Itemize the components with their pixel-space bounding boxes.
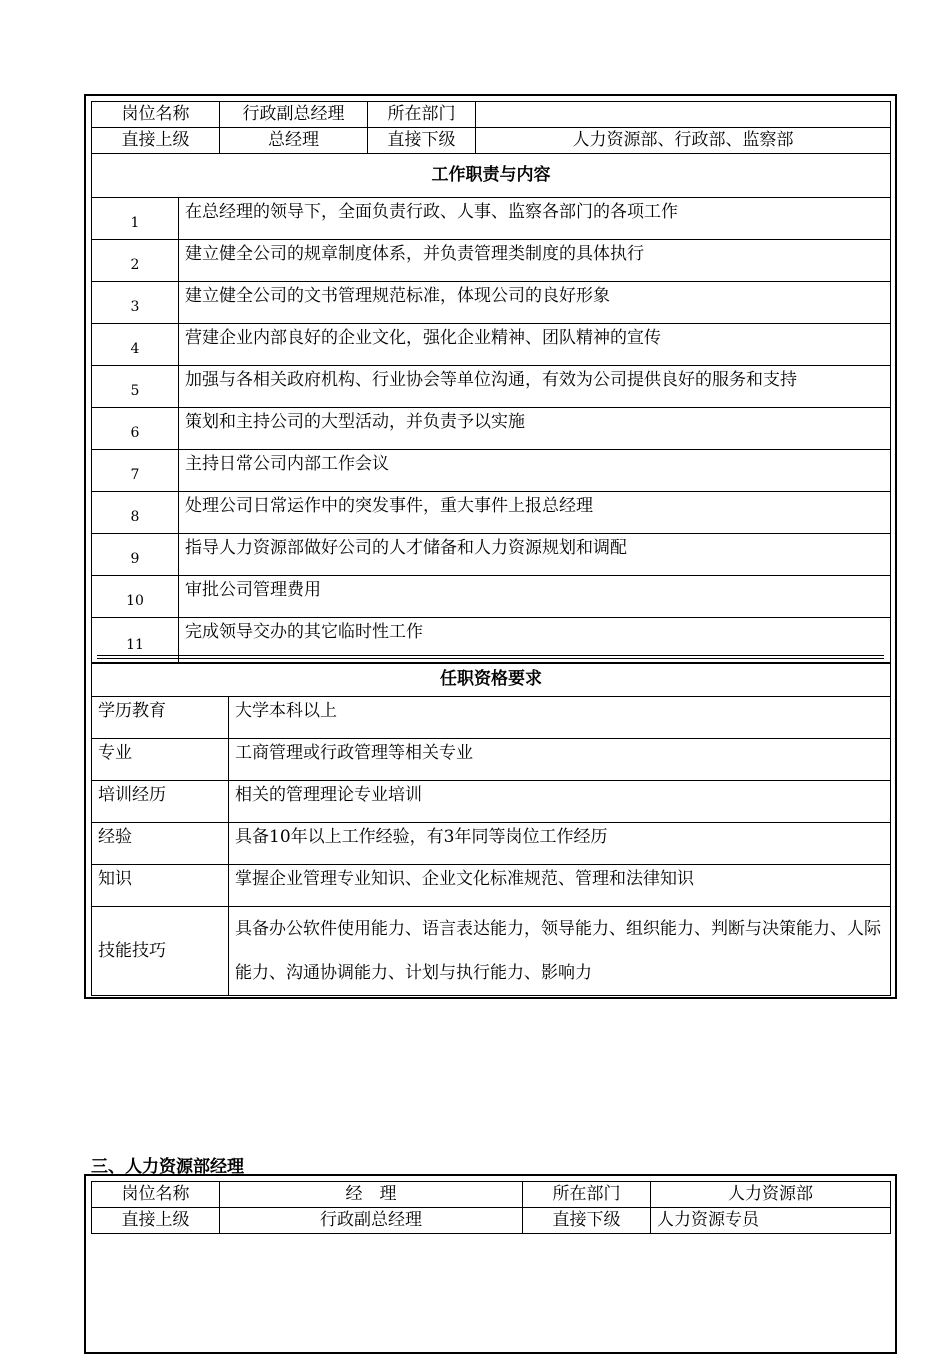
duty-number: 5 xyxy=(92,366,179,408)
duty-number: 10 xyxy=(92,576,179,618)
label-department: 所在部门 xyxy=(368,102,476,128)
qual-label: 知识 xyxy=(92,865,229,907)
qual-label: 专业 xyxy=(92,739,229,781)
duty-text: 加强与各相关政府机构、行业协会等单位沟通，有效为公司提供良好的服务和支持 xyxy=(179,366,891,408)
value-department: 人力资源部 xyxy=(651,1182,891,1208)
qual-label: 培训经历 xyxy=(92,781,229,823)
duty-number: 4 xyxy=(92,324,179,366)
qual-label: 技能技巧 xyxy=(92,907,229,996)
duty-text: 建立健全公司的文书管理规范标准，体现公司的良好形象 xyxy=(179,282,891,324)
value-direct-superior: 总经理 xyxy=(220,128,368,154)
hr-manager-header-table xyxy=(91,1181,891,1234)
value-direct-subordinate: 人力资源专员 xyxy=(651,1208,891,1234)
qual-label: 经验 xyxy=(92,823,229,865)
qual-text: 具备10年以上工作经验，有3年同等岗位工作经历 xyxy=(229,823,891,865)
label-direct-superior: 直接上级 xyxy=(92,1208,220,1234)
value-position-name: 经 理 xyxy=(220,1182,523,1208)
duty-number: 9 xyxy=(92,534,179,576)
qual-text: 工商管理或行政管理等相关专业 xyxy=(229,739,891,781)
duty-number: 8 xyxy=(92,492,179,534)
value-department xyxy=(476,102,891,128)
qual-text: 大学本科以上 xyxy=(229,697,891,739)
duty-number: 1 xyxy=(92,198,179,240)
qual-text: 掌握企业管理专业知识、企业文化标准规范、管理和法律知识 xyxy=(229,865,891,907)
duty-text: 在总经理的领导下，全面负责行政、人事、监察各部门的各项工作 xyxy=(179,198,891,240)
duty-number: 3 xyxy=(92,282,179,324)
label-position-name: 岗位名称 xyxy=(92,102,220,128)
position-header-table xyxy=(91,101,891,154)
duty-text: 指导人力资源部做好公司的人才储备和人力资源规划和调配 xyxy=(179,534,891,576)
duty-number: 6 xyxy=(92,408,179,450)
duty-text: 完成领导交办的其它临时性工作 xyxy=(179,618,891,664)
label-direct-superior: 直接上级 xyxy=(92,128,220,154)
duty-text: 建立健全公司的规章制度体系，并负责管理类制度的具体执行 xyxy=(179,240,891,282)
qual-text: 具备办公软件使用能力、语言表达能力，领导能力、组织能力、判断与决策能力、人际能力、沟通协调能力、计划与执行能力、影响力 xyxy=(229,907,891,996)
duty-text: 审批公司管理费用 xyxy=(179,576,891,618)
qual-text: 相关的管理理论专业培训 xyxy=(229,781,891,823)
duty-text: 主持日常公司内部工作会议 xyxy=(179,450,891,492)
duty-number: 7 xyxy=(92,450,179,492)
duties-table xyxy=(91,153,891,664)
value-direct-subordinate: 人力资源部、行政部、监察部 xyxy=(476,128,891,154)
duty-number: 2 xyxy=(92,240,179,282)
duties-title: 工作职责与内容 xyxy=(92,154,891,198)
label-direct-subordinate: 直接下级 xyxy=(523,1208,651,1234)
label-department: 所在部门 xyxy=(523,1182,651,1208)
section-title: 三、人力资源部经理 xyxy=(91,1157,244,1177)
label-position-name: 岗位名称 xyxy=(92,1182,220,1208)
duty-number: 11 xyxy=(92,618,179,664)
section-divider xyxy=(97,655,884,659)
value-position-name: 行政副总经理 xyxy=(220,102,368,128)
label-direct-subordinate: 直接下级 xyxy=(368,128,476,154)
duty-text: 策划和主持公司的大型活动，并负责予以实施 xyxy=(179,408,891,450)
duty-text: 处理公司日常运作中的突发事件，重大事件上报总经理 xyxy=(179,492,891,534)
qualifications-table xyxy=(91,662,891,996)
qual-label: 学历教育 xyxy=(92,697,229,739)
duty-text: 营建企业内部良好的企业文化，强化企业精神、团队精神的宣传 xyxy=(179,324,891,366)
qualifications-title: 任职资格要求 xyxy=(92,663,891,697)
value-direct-superior: 行政副总经理 xyxy=(220,1208,523,1234)
